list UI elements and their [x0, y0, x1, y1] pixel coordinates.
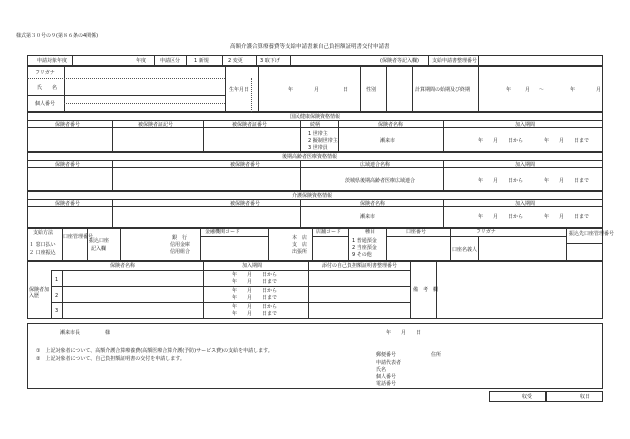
birth-month: 月 — [314, 87, 320, 93]
nhi-insurer-name: 瀬来市 — [380, 138, 396, 144]
applicant-personal-no-label: 個人番号 — [376, 374, 397, 380]
elderly-col-insurer-no: 保険者番号 — [55, 162, 81, 168]
payment-method-label: 支給方法 — [33, 230, 54, 236]
address-label: 住所 — [431, 352, 442, 358]
account-type-ordinary[interactable]: 1 普通預金 — [352, 238, 377, 244]
members-col-period: 加入期間 — [242, 263, 263, 269]
nhi-col-card-symbol: 被保険者証記号 — [138, 122, 174, 128]
nhi-col-period: 加入期間 — [515, 122, 536, 128]
form-id: 様式第３０号の９(第８６条の4関係) — [16, 33, 99, 39]
nhi-heading: 国民健康保険資格情報 — [290, 114, 341, 120]
category-option-withdraw[interactable]: 3 取下げ — [260, 58, 280, 64]
payment-no-label: 支給申請書整理番号 — [432, 58, 478, 64]
period-start-year: 年 — [506, 87, 512, 93]
care-col-insured-no: 被保険者番号 — [230, 201, 261, 207]
application-header-row — [27, 55, 603, 66]
category-label: 申請区分 — [160, 58, 181, 64]
member-row-3: 3 — [55, 308, 59, 314]
receipt-box-1 — [489, 391, 546, 402]
period-end-month: 月 — [596, 87, 602, 93]
account-type-current[interactable]: 2 当座預金 — [352, 245, 377, 251]
holder-furigana-label: フリガナ — [476, 229, 496, 235]
account-mgmt-label: 口座管理番号 — [63, 234, 94, 240]
member-row-1: 1 — [55, 277, 59, 283]
receipt-box-2 — [546, 391, 603, 402]
period-end-year: 年 — [570, 87, 576, 93]
nhi-col-card-no: 被保険者証番号 — [232, 122, 268, 128]
member-row-2-to: 年 月 日まで — [232, 295, 278, 301]
member-row-3-to: 年 月 日まで — [232, 311, 278, 317]
elderly-union-name: 茨城県後期高齢者医療広域連合 — [345, 178, 416, 184]
elderly-heading: 後期高齢者医療資格情報 — [282, 154, 338, 160]
account-holder-label: 口座名義人 — [452, 247, 478, 253]
members-side-label: 保険者加入歴 — [29, 287, 50, 299]
category-option-new[interactable]: 1 新規 — [194, 58, 209, 64]
members-col-insurer: 保険者名称 — [110, 263, 136, 269]
sub-branch-label[interactable]: 出張所 — [292, 249, 308, 255]
care-heading: 介護保険資格情報 — [292, 193, 333, 199]
care-col-period: 加入期間 — [515, 201, 536, 207]
addressee: 瀬来市長 様 — [60, 330, 111, 336]
statement-2: ② 上記対象者について、自己負担額証明書の交付を申請します。 — [36, 356, 185, 362]
period-start-month: 月 — [525, 87, 531, 93]
payment-method-transfer[interactable]: ２ 口座振込 — [29, 250, 56, 256]
care-period-from: 年 月 日から — [478, 214, 524, 220]
payment-block — [27, 228, 603, 261]
nhi-relation-quasi[interactable]: 2 擬制世帯主 — [308, 138, 338, 144]
insurer-note: (保険者等記入欄) — [380, 58, 419, 64]
transfer-account-label: 振込口座 — [89, 238, 110, 244]
care-insurer-name: 瀬来市 — [360, 214, 376, 220]
form-title: 高額介護合算療養費等支給申請書兼自己負担額証明書交付申請書 — [230, 44, 390, 50]
nhi-period-from: 年 月 日から — [478, 138, 524, 144]
care-col-insurer-name: 保険者名称 — [360, 201, 386, 207]
applicant-year-label: 申請対象年度 — [37, 58, 68, 64]
credit-coop-label[interactable]: 信用組合 — [170, 249, 191, 255]
phone-label: 電話番号 — [376, 381, 397, 387]
elderly-col-insured-no: 被保険者番号 — [230, 162, 261, 168]
nhi-period-to: 年 月 日まで — [544, 138, 590, 144]
member-row-2: 2 — [55, 293, 59, 299]
nhi-col-insurer-name: 保険者名称 — [378, 122, 404, 128]
account-type-label: 種目 — [365, 229, 376, 235]
elderly-col-union: 広域連合名称 — [360, 162, 391, 168]
members-col-cert-no: 添付の自己負担額証明書整理番号 — [322, 263, 398, 269]
credit-union-label[interactable]: 信用金庫 — [170, 242, 191, 248]
period-label: 計算期間の始期及び終期 — [415, 87, 471, 93]
personal-no-label: 個人番号 — [35, 101, 56, 107]
account-no-label: 口座番号 — [406, 229, 427, 235]
care-col-insurer-no: 保険者番号 — [55, 201, 81, 207]
member-row-3-from: 年 月 日から — [232, 304, 278, 310]
nhi-relation-head[interactable]: 1 世帯主 — [308, 131, 328, 137]
entry-col-label: 記入欄 — [91, 246, 107, 252]
receipt-label-1: 収受 — [522, 394, 533, 400]
payment-method-window[interactable]: １ 窓口払い — [29, 242, 56, 248]
branch-code-label: 店舗コード — [316, 229, 342, 235]
bank-code-label: 金融機関コード — [205, 229, 241, 235]
birth-day: 日 — [343, 87, 349, 93]
applicant-rep-label: 申請代表者 — [376, 360, 402, 366]
birthdate-label: 生年月日 — [229, 87, 250, 93]
branch-label[interactable]: 支 店 — [292, 242, 308, 248]
furigana-label: フリガナ — [35, 70, 55, 76]
year-unit: 年度 — [136, 58, 147, 64]
member-row-2-from: 年 月 日から — [232, 288, 278, 294]
nhi-relation-member[interactable]: 3 世帯員 — [308, 145, 328, 151]
applicant-name-label: 氏名 — [376, 367, 387, 373]
category-option-change[interactable]: 2 変更 — [228, 58, 243, 64]
care-period-to: 年 月 日まで — [544, 214, 590, 220]
bank-label[interactable]: 銀 行 — [172, 235, 188, 241]
statement-1: ① 上記対象者について、高額介護合算療養費(高額医療合算介護(予防)サービス費)の支給を申請します。 — [36, 348, 273, 354]
notes-label: 備 考 欄 — [413, 287, 439, 293]
account-type-other[interactable]: 9 その他 — [352, 252, 372, 258]
elderly-period-from: 年 月 日から — [478, 178, 524, 184]
nhi-col-insurer-no: 保険者番号 — [55, 122, 81, 128]
gender-label: 性別 — [366, 87, 377, 93]
postal-code-label: 郵便番号 — [376, 352, 397, 358]
period-tilde: ～ — [539, 87, 545, 93]
nhi-col-relation: 続柄 — [310, 122, 321, 128]
member-row-1-from: 年 月 日から — [232, 272, 278, 278]
head-office-label[interactable]: 本 店 — [292, 235, 308, 241]
elderly-col-period: 加入期間 — [515, 162, 536, 168]
birth-year: 年 — [288, 87, 294, 93]
application-date: 年 月 日 — [386, 330, 422, 336]
receipt-label-2: 収日 — [580, 394, 591, 400]
member-row-1-to: 年 月 日まで — [232, 279, 278, 285]
account-mgmt-no-label: 振込先口座管理番号 — [569, 231, 615, 237]
elderly-period-to: 年 月 日まで — [544, 178, 590, 184]
name-label: 氏 名 — [37, 85, 58, 91]
